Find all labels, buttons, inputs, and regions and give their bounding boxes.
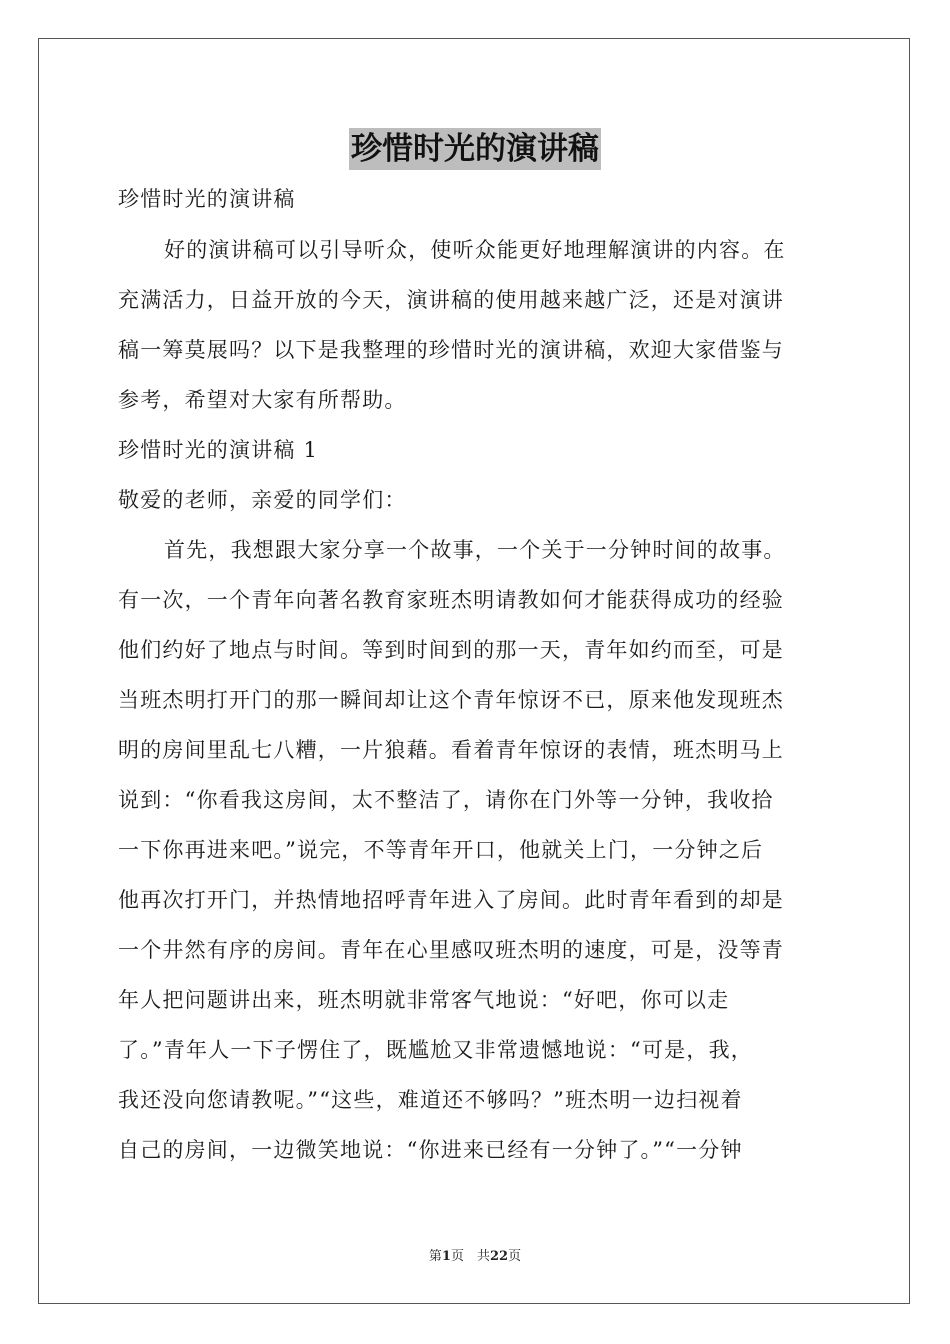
paragraph-line: 稿一筹莫展吗？以下是我整理的珍惜时光的演讲稿，欢迎大家借鉴与	[118, 338, 784, 362]
paragraph-line: 参考，希望对大家有所帮助。	[118, 388, 407, 412]
page-border	[38, 38, 910, 1304]
paragraph-line: 好的演讲稿可以引导听众，使听众能更好地理解演讲的内容。在	[164, 238, 786, 262]
paragraph-line: 了。”青年人一下子愣住了，既尴尬又非常遗憾地说：“可是，我，	[118, 1038, 753, 1062]
footer-page-current: 1	[441, 1249, 451, 1264]
paragraph-line: 我还没向您请教呢。”“这些，难道还不够吗？”班杰明一边扫视着	[118, 1088, 743, 1112]
title-container	[0, 128, 950, 170]
page-footer	[0, 1248, 950, 1266]
document-title: 珍惜时光的演讲稿	[349, 128, 601, 170]
footer-page-total: 22	[489, 1249, 509, 1264]
paragraph-line: 充满活力，日益开放的今天，演讲稿的使用越来越广泛，还是对演讲	[118, 288, 784, 312]
paragraph-line: 自己的房间，一边微笑地说：“你进来已经有一分钟了。”“一分钟	[118, 1138, 743, 1162]
paragraph-line: 明的房间里乱七八糟，一片狼藉。看着青年惊讶的表情，班杰明马上	[118, 738, 784, 762]
footer-page-suffix: 页	[508, 1249, 522, 1264]
paragraph-line: 说到：“你看我这房间，太不整洁了，请你在门外等一分钟，我收拾	[118, 788, 774, 812]
paragraph-line: 一下你再进来吧。”说完，不等青年开口，他就关上门，一分钟之后	[118, 838, 764, 862]
footer-page-prefix: 第	[428, 1249, 442, 1264]
footer-page-mid: 页 共	[450, 1249, 490, 1264]
paragraph-line: 年人把问题讲出来，班杰明就非常客气地说：“好吧，你可以走	[118, 988, 730, 1012]
section-heading: 珍惜时光的演讲稿 1	[118, 438, 319, 462]
paragraph-line: 他再次打开门，并热情地招呼青年进入了房间。此时青年看到的却是	[118, 888, 784, 912]
paragraph-line: 有一次，一个青年向著名教育家班杰明请教如何才能获得成功的经验	[118, 588, 784, 612]
paragraph-line: 首先，我想跟大家分享一个故事，一个关于一分钟时间的故事。	[164, 538, 786, 562]
document-subtitle: 珍惜时光的演讲稿	[118, 187, 296, 211]
paragraph-line: 当班杰明打开门的那一瞬间却让这个青年惊讶不已，原来他发现班杰	[118, 688, 784, 712]
paragraph-line: 一个井然有序的房间。青年在心里感叹班杰明的速度，可是，没等青	[118, 938, 784, 962]
salutation: 敬爱的老师，亲爱的同学们：	[118, 488, 407, 512]
paragraph-line: 他们约好了地点与时间。等到时间到的那一天，青年如约而至，可是	[118, 638, 784, 662]
